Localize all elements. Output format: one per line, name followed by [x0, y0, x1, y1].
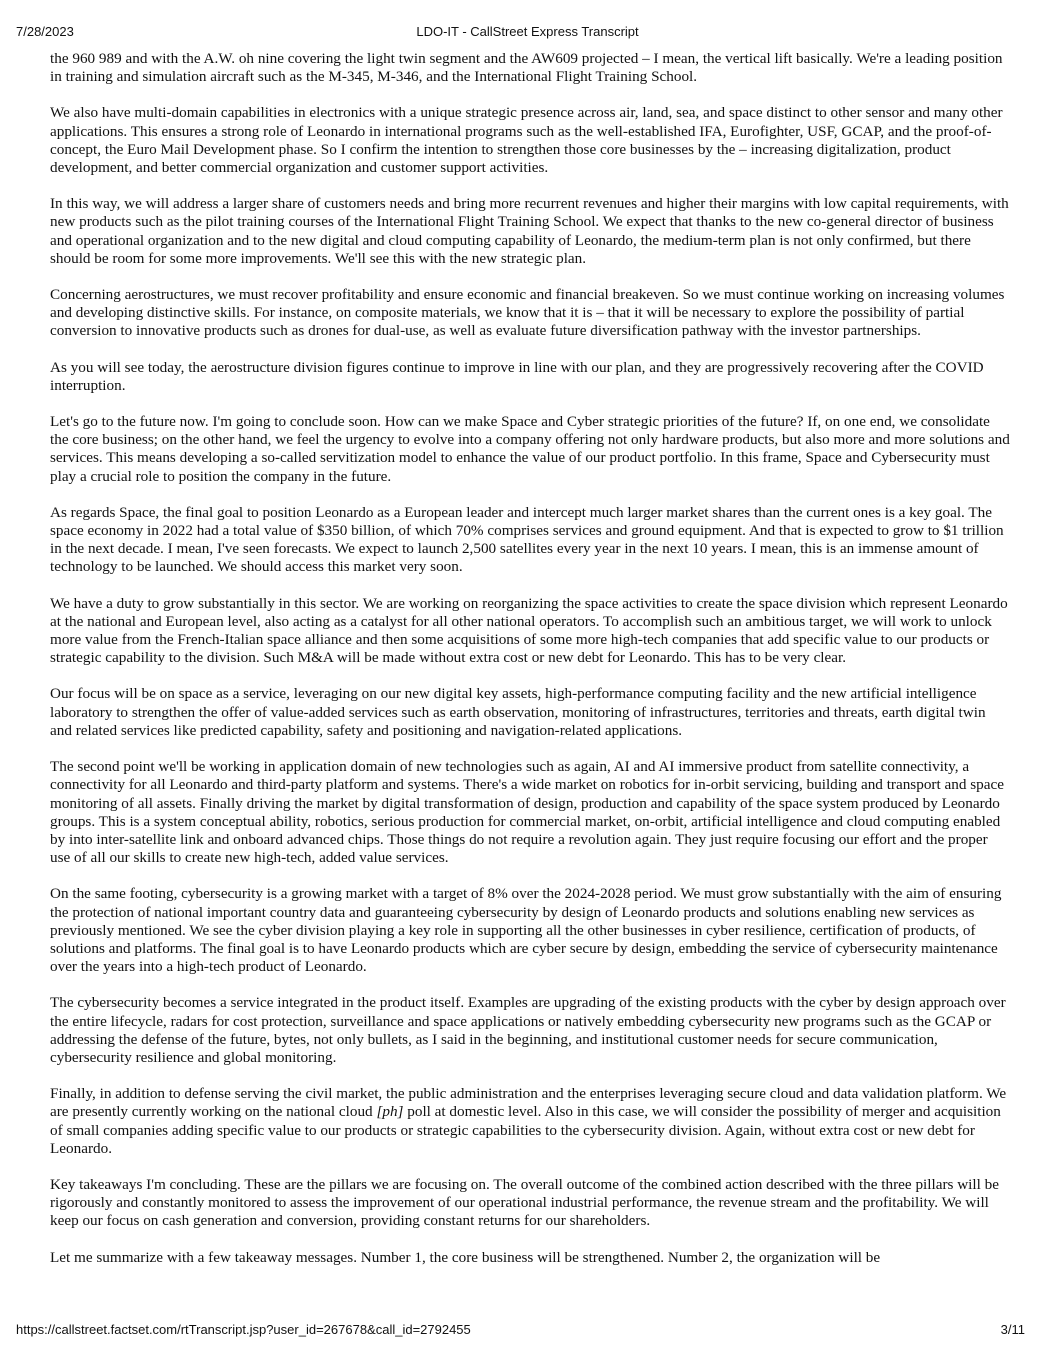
paragraph: Our focus will be on space as a service, leveraging on our new digital key assets, high-performance computing facility and the new artificial intelligence laboratory to strengthen the offer of value-added services such as earth observation, monitoring of infrastructures, territories and threats, earth digital twin and related services like predicted capability, safety and positioning and navigation-related applications.: [50, 685, 986, 739]
paragraph: [50, 1085, 1010, 1158]
paragraph-text: poll at domestic level. Also in this case, we will consider the possibility of merger and acquisition of small companies adding specific value to our products or strategic capabilities to the cybersecurity division. Again, without extra cost or new debt for Leonardo.: [50, 1103, 1001, 1157]
phonetic-tag: [ph]: [376, 1103, 404, 1121]
paragraph-text: Finally, in addition to defense serving the civil market, the public administration and the enterprises leveraging secure cloud and data validation platform. We are presently currently working on the national cloud: [50, 1085, 1007, 1121]
paragraph: As you will see today, the aerostructure division figures continue to improve in line with our plan, and they are progressively recovering after the COVID interruption.: [50, 358, 984, 394]
header-date: 7/28/2023: [16, 24, 74, 39]
page-footer: [0, 1322, 1055, 1340]
header-title: LDO-IT - CallStreet Express Transcript: [416, 24, 639, 39]
page-header: [0, 24, 1055, 42]
paragraph: In this way, we will address a larger share of customers needs and bring more recurrent revenues and higher their margins with low capital requirements, with new products such as the pilot training courses of the International Flight Training School. We expect that thanks to the new co-general director of business and operational organization and to the new digital and cloud computing capability of Leonardo, the medium-term plan is not only confirmed, but there should be room for some more improvements. We'll see this with the new strategic plan.: [50, 195, 1009, 267]
paragraph: Concerning aerostructures, we must recover profitability and ensure economic and financial breakeven. So we must continue working on increasing volumes and developing distinctive skills. For instance, on composite materials, we know that it is – that it will be necessary to explore the possibility of partial conversion to innovative products such as drones for dual-use, as well as evaluate future diversification pathway with the investor partnerships.: [50, 286, 1005, 340]
page-number: 3/11: [1000, 1322, 1025, 1337]
paragraph: Key takeaways I'm concluding. These are the pillars we are focusing on. The overall outcome of the combined action described with the three pillars will be rigorously and constantly monitored to assess the improvement of our operational industrial performance, the revenue stream and the profitability. We will keep our focus on cash generation and conversion, providing constant returns for our shareholders.: [50, 1175, 999, 1230]
paragraph: the 960 989 and with the A.W. oh nine covering the light twin segment and the AW609 projected – I mean, the vertical lift basically. We're a leading position in training and simulation aircraft such as the M-345, M-346, and the International Flight Training School.: [50, 50, 1003, 86]
paragraph: On the same footing, cybersecurity is a growing market with a target of 8% over the 2024-2028 period. We must grow substantially with the aim of ensuring the protection of national important country data and guaranteeing cybersecurity by design of Leonardo products and solutions enabling new services as previously mentioned. We see the cyber division playing a key role in supporting all the other businesses in cyber resilience, certification of products, of solutions and platforms. The final goal is to have Leonardo products which are cyber secure by design, embedding the service of cybersecurity maintenance over the years into a high-tech product of Leonardo.: [50, 885, 1002, 976]
paragraph: Let's go to the future now. I'm going to conclude soon. How can we make Space and Cyber strategic priorities of the future? If, on one end, we consolidate the core business; on the other hand, we feel the urgency to evolve into a company offering not only hardware products, but also more and more solutions and services. This means developing a so-called servitization model to enhance the value of our product portfolio. In this frame, Space and Cybersecurity must play a crucial role to position the company in the future.: [50, 413, 1010, 485]
paragraph: We also have multi-domain capabilities in electronics with a unique strategic presence across air, land, sea, and space distinct to other sensor and many other applications. This ensures a strong role of Leonardo in international programs such as the well-established IFA, Eurofighter, USF, GCAP, and the proof-of-concept, the Euro Mail Development phase. So I confirm the intention to strengthen those core businesses by the – increasing digitalization, product development, and better commercial organization and customer support activities.: [50, 104, 1003, 177]
paragraph: Let me summarize with a few takeaway messages. Number 1, the core business will be strengthened. Number 2, the organization will be: [50, 1248, 881, 1266]
paragraph: As regards Space, the final goal to position Leonardo as a European leader and intercept much larger market shares than the current ones is a key goal. The space economy in 2022 had a total value of $350 billion, of which 70% comprises services and ground equipment. And that is expected to grow to $1 trillion in the next decade. I mean, I've seen forecasts. We expect to launch 2,500 satellites every year in the next 10 years. I mean, this is an immense amount of technology to be launched. We should access this market very soon.: [50, 503, 1004, 576]
paragraph: The cybersecurity becomes a service integrated in the product itself. Examples are upgrading of the existing products with the cyber by design approach over the entire lifecycle, radars for cost protection, surveillance and space applications or natively embedding cybersecurity new programs such as the GCAP or addressing the defense of the future, bytes, not only bullets, as I said in the beginning, and institutional customer needs for secure communication, cybersecurity resilience and global monitoring.: [50, 994, 1006, 1066]
paragraph: We have a duty to grow substantially in this sector. We are working on reorganizing the space activities to create the space division which represent Leonardo at the national and European level, also acting as a catalyst for all other national operators. To accomplish such an ambitious target, we will work to unlock more value from the French-Italian space alliance and then some acquisitions of some more high-tech companies that add specific value to our products or strategic capability to the division. Such M&A will be made without extra cost or new debt for Leonardo. This has to be very clear.: [50, 594, 1008, 667]
transcript-body: [50, 50, 1010, 1267]
paragraph: The second point we'll be working in application domain of new technologies such as again, AI and AI immersive product from satellite connectivity, a connectivity for all Leonardo and third-party platform and systems. There's a wide market on robotics for in-orbit servicing, building and transport and space monitoring of all assets. Finally driving the market by digital transformation of design, production and capability of the space system produced by Leonardo groups. This is a system conceptual ability, robotics, serious production for commercial market, on-orbit, artificial intelligence and cloud computing enabled by into inter-satellite link and onboard advanced chips. Those things do not require a revolution again. They just require focusing our effort and the proper use of all our skills to create new high-tech, added value services.: [50, 758, 1004, 867]
footer-url: https://callstreet.factset.com/rtTranscript.jsp?user_id=267678&call_id=2792455: [16, 1322, 471, 1337]
